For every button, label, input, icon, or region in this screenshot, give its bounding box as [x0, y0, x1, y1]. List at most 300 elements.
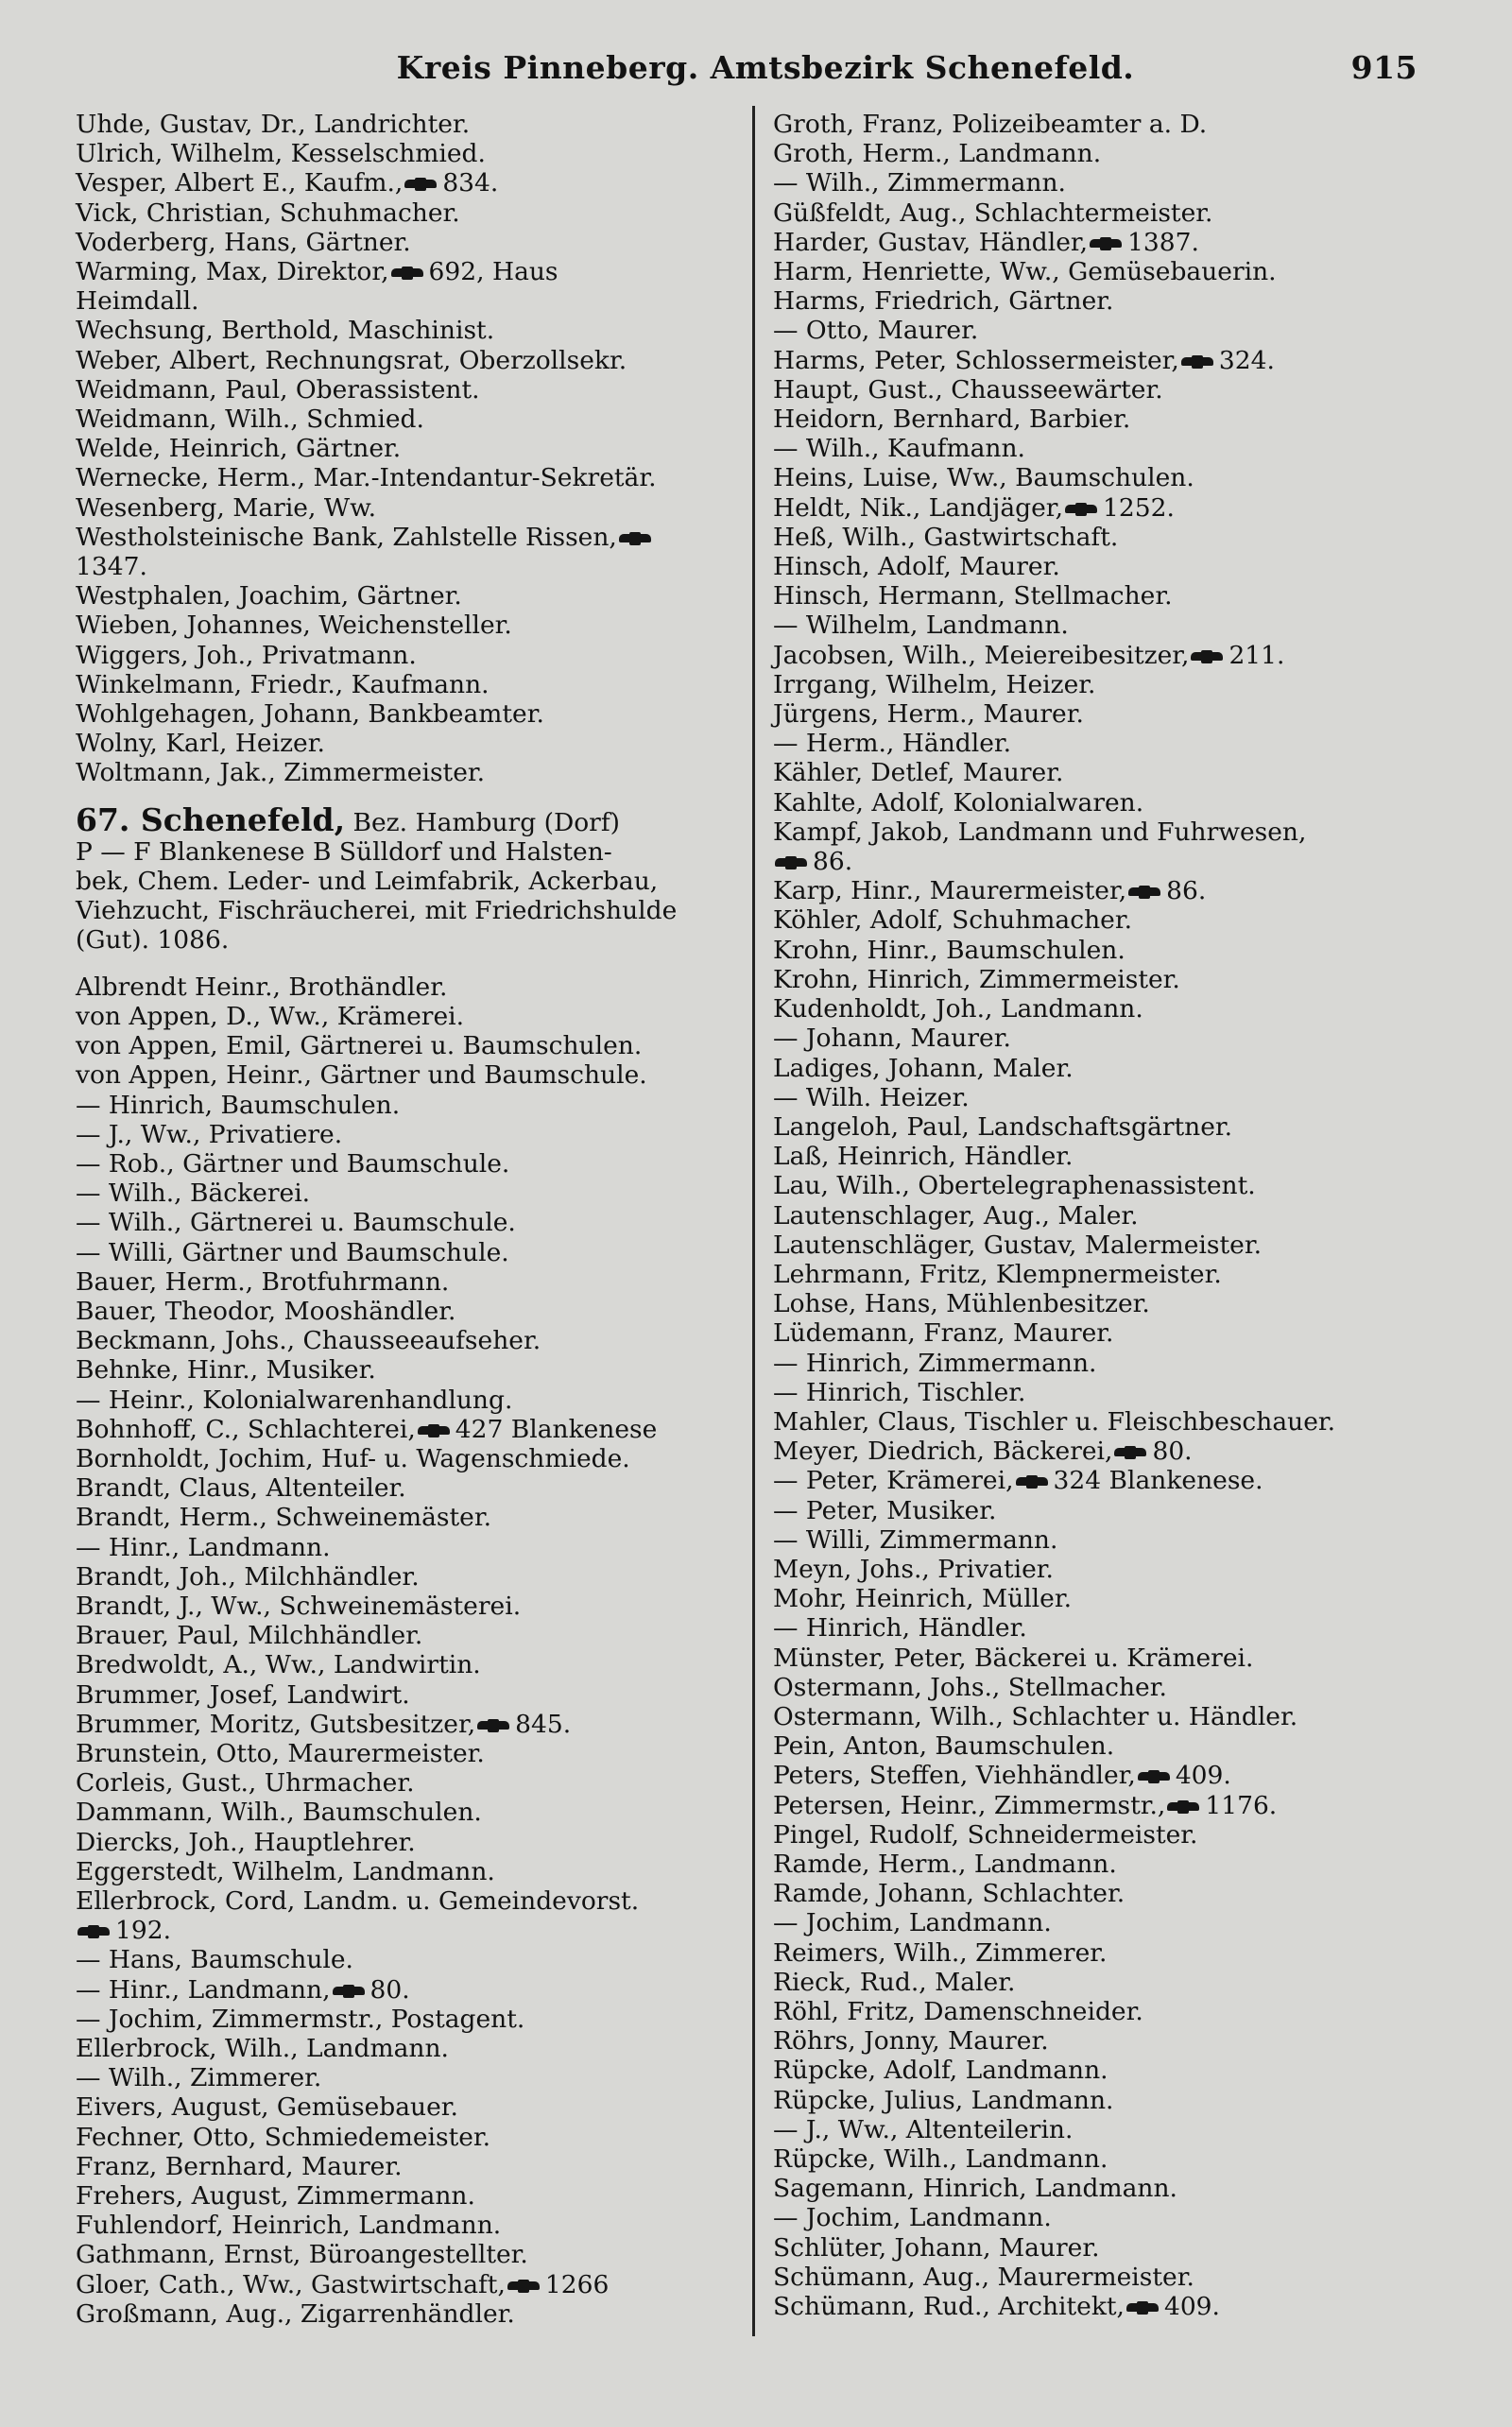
- telephone-icon: [1167, 1800, 1199, 1814]
- directory-entry: [76, 1798, 756, 1827]
- entry-text: von Appen, Emil, Gärtnerei u. Baumschulen.: [76, 1031, 643, 1061]
- entry-text: Warming, Max, Direktor,: [76, 257, 389, 287]
- entry-text: — Wilh., Zimmerer.: [76, 2063, 322, 2093]
- directory-entry: [773, 1349, 1453, 1378]
- directory-entry: [773, 1938, 1453, 1968]
- directory-entry: [76, 434, 756, 463]
- telephone-icon: [775, 856, 807, 869]
- directory-entry: [76, 581, 756, 611]
- directory-entry: [773, 1791, 1453, 1820]
- entry-text: Ramde, Johann, Schlachter.: [773, 1879, 1125, 1909]
- right-column: [773, 110, 1453, 2321]
- entry-text: — Wilh., Gärtnerei u. Baumschule.: [76, 1208, 516, 1238]
- entry-text: Heimdall.: [76, 286, 199, 317]
- phone-number: 80.: [1152, 1437, 1193, 1467]
- directory-entry: [76, 1238, 756, 1267]
- entry-text: Uhde, Gustav, Dr., Landrichter.: [76, 110, 471, 139]
- entry-text: Brandt, Claus, Altenteiler.: [76, 1473, 406, 1504]
- telephone-icon: [477, 1719, 509, 1732]
- entry-text: Brandt, Herm., Schweinemäster.: [76, 1503, 492, 1533]
- section-gap: [76, 955, 756, 973]
- entry-text: — Willi, Zimmermann.: [773, 1524, 1058, 1555]
- directory-entry: [76, 837, 756, 867]
- directory-entry: [773, 1644, 1453, 1673]
- directory-entry: [773, 1083, 1453, 1112]
- directory-entry: [773, 1289, 1453, 1318]
- directory-entry: [76, 110, 756, 139]
- entry-text: Röhrs, Jonny, Maurer.: [773, 2026, 1049, 2057]
- entry-text: (Gut). 1086.: [76, 925, 230, 955]
- phone-number: 324 Blankenese.: [1053, 1466, 1263, 1496]
- entry-text: Jürgens, Herm., Maurer.: [773, 699, 1084, 730]
- directory-entry: [76, 670, 756, 699]
- directory-entry: [76, 1031, 756, 1060]
- directory-entry: [773, 316, 1453, 345]
- entry-text: Güßfeldt, Aug., Schlachtermeister.: [773, 198, 1213, 228]
- entry-text: Karp, Hinr., Maurermeister,: [773, 876, 1127, 906]
- directory-entry: [773, 1407, 1453, 1437]
- phone-number: 192.: [115, 1916, 172, 1946]
- phone-number: 86.: [1166, 876, 1207, 906]
- telephone-icon: [1114, 1446, 1146, 1459]
- entry-text: Franz, Bernhard, Maurer.: [76, 2151, 403, 2181]
- directory-entry: [773, 2056, 1453, 2085]
- directory-entry: [76, 1415, 756, 1444]
- entry-text: Rüpcke, Wilh., Landmann.: [773, 2144, 1108, 2175]
- directory-entry: [773, 611, 1453, 640]
- directory-entry: [773, 2144, 1453, 2174]
- entry-text: Woltmann, Jak., Zimmermeister.: [76, 758, 486, 788]
- entry-text: — Wilh. Heizer.: [773, 1082, 970, 1112]
- entry-text: Beckmann, Johs., Chausseeaufseher.: [76, 1326, 541, 1356]
- directory-entry: [773, 434, 1453, 463]
- directory-entry: [76, 641, 756, 670]
- telephone-icon: [1181, 355, 1213, 369]
- entry-text: Bornholdt, Jochim, Huf- u. Wagenschmiede.: [76, 1443, 630, 1473]
- directory-entry: [76, 1179, 756, 1208]
- entry-text: Ostermann, Johs., Stellmacher.: [773, 1672, 1167, 1702]
- directory-entry: [76, 1149, 756, 1179]
- directory-entry: [76, 1592, 756, 1621]
- directory-entry: [76, 1267, 756, 1297]
- directory-entry: [773, 994, 1453, 1024]
- entry-text: — Heinr., Kolonialwarenhandlung.: [76, 1385, 513, 1415]
- directory-entry: [773, 1112, 1453, 1142]
- directory-entry: [773, 286, 1453, 316]
- directory-entry: [76, 1444, 756, 1473]
- telephone-icon: [1016, 1475, 1048, 1489]
- entry-text: Sagemann, Hinrich, Landmann.: [773, 2174, 1177, 2204]
- entry-text: 1347.: [76, 552, 147, 582]
- directory-entry: [773, 493, 1453, 523]
- directory-entry: [76, 1002, 756, 1031]
- entry-text: Lüdemann, Franz, Maurer.: [773, 1318, 1114, 1349]
- directory-entry: [773, 936, 1453, 965]
- entry-text: Haupt, Gust., Chausseewärter.: [773, 374, 1163, 404]
- entry-text: — Hinr., Landmann,: [76, 1974, 331, 2005]
- directory-entry: [76, 729, 756, 758]
- entry-text: Bez. Hamburg (Dorf): [345, 807, 620, 837]
- entry-text: Bauer, Herm., Brotfuhrmann.: [76, 1266, 450, 1297]
- entry-text: — Hinrich, Baumschulen.: [76, 1090, 401, 1120]
- directory-entry: [773, 1908, 1453, 1937]
- entry-text: Brummer, Josef, Landwirt.: [76, 1679, 410, 1710]
- entry-text: — Jochim, Zimmermstr., Postagent.: [76, 2004, 525, 2034]
- directory-entry: [773, 346, 1453, 375]
- entry-text: Heldt, Nik., Landjäger,: [773, 492, 1063, 523]
- entry-text: Ladiges, Johann, Maler.: [773, 1053, 1074, 1083]
- entry-text: Kampf, Jakob, Landmann und Fuhrwesen,: [773, 817, 1307, 847]
- entry-text: — Peter, Musiker.: [773, 1495, 997, 1525]
- directory-entry: [773, 2203, 1453, 2232]
- directory-entry: [76, 1886, 756, 1916]
- entry-text: Eggerstedt, Wilhelm, Landmann.: [76, 1856, 495, 1886]
- phone-number: 834.: [442, 168, 499, 198]
- entry-text: Ramde, Herm., Landmann.: [773, 1849, 1117, 1879]
- directory-entry: [76, 316, 756, 345]
- entry-text: Rüpcke, Julius, Landmann.: [773, 2085, 1114, 2115]
- directory-entry: [76, 1091, 756, 1120]
- directory-entry: [76, 2270, 756, 2299]
- directory-entry: [773, 1584, 1453, 1613]
- directory-entry: [76, 1473, 756, 1503]
- entry-text: Groth, Franz, Polizeibeamter a. D.: [773, 110, 1208, 139]
- directory-entry: [773, 552, 1453, 581]
- directory-entry: [773, 2292, 1453, 2321]
- entry-text: Harder, Gustav, Händler,: [773, 227, 1089, 257]
- entry-text: Rieck, Rud., Maler.: [773, 1967, 1016, 1997]
- page-number: 915: [1350, 49, 1418, 86]
- page-header: [76, 43, 1455, 93]
- directory-entry: [773, 1201, 1453, 1231]
- entry-text: Irrgang, Wilhelm, Heizer.: [773, 669, 1096, 699]
- directory-entry: [76, 2034, 756, 2063]
- directory-entry: [76, 1975, 756, 2005]
- entry-text: — Hinrich, Händler.: [773, 1613, 1027, 1644]
- entry-text: Ostermann, Wilh., Schlachter u. Händler.: [773, 1701, 1298, 1731]
- directory-entry: [76, 168, 756, 198]
- directory-entry: [76, 611, 756, 640]
- directory-entry: [773, 2263, 1453, 2292]
- directory-entry: [76, 1355, 756, 1385]
- directory-entry: [76, 867, 756, 896]
- entry-text: bek, Chem. Leder- und Leimfabrik, Ackerbau,: [76, 867, 659, 897]
- directory-entry: [76, 1650, 756, 1679]
- entry-text: von Appen, Heinr., Gärtner und Baumschule.: [76, 1060, 647, 1091]
- entry-text: Jacobsen, Wilh., Meiereibesitzer,: [773, 640, 1190, 670]
- entry-text: — Johann, Maurer.: [773, 1024, 1011, 1054]
- directory-entry: [773, 1968, 1453, 1997]
- entry-text: Großmann, Aug., Zigarrenhändler.: [76, 2298, 515, 2329]
- telephone-icon: [507, 2280, 540, 2293]
- entry-text: Krohn, Hinr., Baumschulen.: [773, 935, 1125, 965]
- directory-entry: [76, 552, 756, 581]
- entry-text: Ulrich, Wilhelm, Kesselschmied.: [76, 139, 486, 169]
- entry-text: — Peter, Krämerei,: [773, 1466, 1014, 1496]
- entry-text: Meyer, Diedrich, Bäckerei,: [773, 1437, 1113, 1467]
- entry-text: Reimers, Wilh., Zimmerer.: [773, 1937, 1108, 1968]
- directory-entry: [76, 375, 756, 404]
- entry-text: Albrendt Heinr., Brothändler.: [76, 972, 448, 1002]
- entry-text: Kähler, Detlef, Maurer.: [773, 758, 1064, 788]
- entry-text: Corleis, Gust., Uhrmacher.: [76, 1768, 415, 1799]
- directory-entry: [76, 1386, 756, 1415]
- directory-entry: [773, 788, 1453, 818]
- entry-text: — Otto, Maurer.: [773, 316, 979, 346]
- entry-text: Viehzucht, Fischräucherei, mit Friedrichshulde: [76, 896, 678, 926]
- directory-entry: [773, 1820, 1453, 1850]
- entry-text: Kahlte, Adolf, Kolonialwaren.: [773, 787, 1144, 818]
- entry-text: Lautenschlager, Aug., Maler.: [773, 1200, 1139, 1231]
- entry-text: Lohse, Hans, Mühlenbesitzer.: [773, 1289, 1150, 1319]
- entry-text: Winkelmann, Friedr., Kaufmann.: [76, 669, 490, 699]
- entry-text: Lehrmann, Fritz, Klempnermeister.: [773, 1259, 1222, 1289]
- directory-entry: [76, 1945, 756, 1974]
- directory-entry: [773, 581, 1453, 611]
- entry-text: Wieben, Johannes, Weichensteller.: [76, 611, 512, 641]
- entry-text: Köhler, Adolf, Schuhmacher.: [773, 905, 1133, 936]
- directory-entry: [773, 699, 1453, 729]
- entry-text: P — F Blankenese B Sülldorf und Halsten-: [76, 836, 612, 867]
- directory-entry: [773, 463, 1453, 492]
- entry-text: Heins, Luise, Ww., Baumschulen.: [773, 463, 1194, 493]
- directory-entry: [773, 198, 1453, 228]
- directory-entry: [773, 404, 1453, 434]
- directory-entry: [773, 2086, 1453, 2115]
- entry-text: Rüpcke, Adolf, Landmann.: [773, 2056, 1108, 2086]
- entry-text: Laß, Heinrich, Händler.: [773, 1142, 1074, 1172]
- entry-text: Diercks, Joh., Hauptlehrer.: [76, 1827, 416, 1857]
- directory-entry: [76, 1326, 756, 1355]
- directory-entry: [76, 1503, 756, 1532]
- entry-text: Bredwoldt, A., Ww., Landwirtin.: [76, 1650, 481, 1680]
- entry-text: Lau, Wilh., Obertelegraphenassistent.: [773, 1171, 1256, 1201]
- directory-entry: [76, 1297, 756, 1326]
- entry-text: Lautenschläger, Gustav, Malermeister.: [773, 1230, 1263, 1260]
- entry-text: Wernecke, Herm., Mar.-Intendantur-Sekretär.: [76, 463, 657, 493]
- directory-entry: [76, 2063, 756, 2092]
- entry-text: Brandt, J., Ww., Schweinemästerei.: [76, 1591, 522, 1621]
- entry-text: Fechner, Otto, Schmiedemeister.: [76, 2122, 491, 2152]
- directory-entry: [773, 2233, 1453, 2263]
- directory-entry: [76, 2240, 756, 2269]
- directory-entry: [773, 1555, 1453, 1584]
- entry-text: Harm, Henriette, Ww., Gemüsebauerin.: [773, 257, 1277, 287]
- directory-entry: [773, 2026, 1453, 2056]
- entry-text: Brauer, Paul, Milchhändler.: [76, 1621, 423, 1651]
- entry-text: Wesenberg, Marie, Ww.: [76, 492, 377, 523]
- entry-text: Hinsch, Hermann, Stellmacher.: [773, 581, 1173, 611]
- phone-number: 845.: [515, 1709, 572, 1739]
- directory-entry: [773, 228, 1453, 257]
- directory-entry: [773, 1850, 1453, 1879]
- telephone-icon: [1128, 886, 1160, 899]
- entry-text: Voderberg, Hans, Gärtner.: [76, 227, 411, 257]
- entry-text: Bauer, Theodor, Mooshändler.: [76, 1296, 456, 1326]
- entry-text: Weidmann, Paul, Oberassistent.: [76, 374, 480, 404]
- phone-number: 427 Blankenese: [455, 1414, 658, 1444]
- phone-number: 1266: [544, 2269, 610, 2299]
- entry-text: Groth, Herm., Landmann.: [773, 139, 1102, 169]
- directory-entry: [773, 2174, 1453, 2203]
- directory-entry: [773, 965, 1453, 994]
- directory-entry: [773, 1525, 1453, 1555]
- directory-entry: [773, 139, 1453, 168]
- entry-text: Wiggers, Joh., Privatmann.: [76, 640, 417, 670]
- directory-entry: [76, 1916, 756, 1945]
- phone-number: 1252.: [1103, 492, 1175, 523]
- directory-entry: [773, 1466, 1453, 1495]
- directory-entry: [76, 2211, 756, 2240]
- entry-text: — Rob., Gärtner und Baumschule.: [76, 1148, 510, 1179]
- entry-text: Westphalen, Joachim, Gärtner.: [76, 581, 462, 611]
- directory-entry: [773, 1673, 1453, 1702]
- entry-text: Vesper, Albert E., Kaufm.,: [76, 168, 404, 198]
- telephone-icon: [1138, 1770, 1170, 1783]
- directory-entry: [76, 1562, 756, 1592]
- directory-entry: [773, 1231, 1453, 1260]
- directory-entry: [76, 228, 756, 257]
- entry-text: Wechsung, Berthold, Maschinist.: [76, 316, 495, 346]
- directory-entry: [76, 139, 756, 168]
- entry-text: — Wilh., Zimmermann.: [773, 168, 1066, 198]
- directory-entry: [76, 758, 756, 787]
- entry-text: — Jochim, Landmann.: [773, 2203, 1052, 2233]
- directory-entry: [76, 523, 756, 552]
- directory-entry: [76, 2092, 756, 2122]
- directory-entry: [76, 493, 756, 523]
- entry-text: Peters, Steffen, Viehhändler,: [773, 1761, 1136, 1791]
- entry-text: Harms, Peter, Schlossermeister,: [773, 345, 1179, 375]
- entry-text: Gloer, Cath., Ww., Gastwirtschaft,: [76, 2269, 506, 2299]
- entry-text: Schümann, Rud., Architekt,: [773, 2292, 1125, 2322]
- directory-entry: [773, 1260, 1453, 1289]
- directory-entry: [773, 1437, 1453, 1466]
- entry-text: Bohnhoff, C., Schlachterei,: [76, 1414, 416, 1444]
- phone-number: 1387.: [1127, 227, 1199, 257]
- phone-number: 86.: [813, 847, 853, 877]
- directory-entry: [76, 404, 756, 434]
- telephone-icon: [1090, 237, 1122, 250]
- entry-text: Frehers, August, Zimmermann.: [76, 2181, 475, 2212]
- directory-entry: [773, 2115, 1453, 2144]
- entry-text: Heß, Wilh., Gastwirtschaft.: [773, 522, 1119, 552]
- directory-entry: [773, 1378, 1453, 1407]
- directory-entry: [773, 818, 1453, 847]
- entry-text: Münster, Peter, Bäckerei u. Krämerei.: [773, 1643, 1254, 1673]
- directory-entry: [773, 110, 1453, 139]
- entry-text: Meyn, Johs., Privatier.: [773, 1554, 1054, 1584]
- directory-entry: [76, 2152, 756, 2181]
- telephone-icon: [1191, 650, 1223, 663]
- entry-text: Westholsteinische Bank, Zahlstelle Rissen,: [76, 522, 617, 552]
- entry-text: Pein, Anton, Baumschulen.: [773, 1731, 1115, 1762]
- directory-entry: [76, 2181, 756, 2211]
- entry-text: Schümann, Aug., Maurermeister.: [773, 2262, 1194, 2292]
- entry-text: Weber, Albert, Rechnungsrat, Oberzollsekr.: [76, 345, 627, 375]
- entry-text: Fuhlendorf, Heinrich, Landmann.: [76, 2211, 502, 2241]
- entry-text: Harms, Friedrich, Gärtner.: [773, 286, 1114, 317]
- entry-text: Eivers, August, Gemüsebauer.: [76, 2092, 458, 2123]
- directory-entry: [76, 973, 756, 1002]
- entry-text: Wohlgehagen, Johann, Bankbeamter.: [76, 699, 544, 730]
- entry-text: von Appen, D., Ww., Krämerei.: [76, 1001, 465, 1031]
- entry-text: Heidorn, Bernhard, Barbier.: [773, 404, 1131, 435]
- directory-entry: [773, 729, 1453, 758]
- directory-entry: [76, 198, 756, 228]
- telephone-icon: [418, 1424, 450, 1437]
- directory-entry: [76, 2005, 756, 2034]
- directory-entry: [76, 1060, 756, 1090]
- entry-text: Hinsch, Adolf, Maurer.: [773, 552, 1060, 582]
- directory-entry: [773, 1702, 1453, 1731]
- directory-entry: [773, 1731, 1453, 1761]
- directory-entry: [76, 257, 756, 286]
- entry-text: Mahler, Claus, Tischler u. Fleischbeschauer.: [773, 1406, 1336, 1437]
- directory-entry: [76, 896, 756, 925]
- directory-entry: [773, 847, 1453, 876]
- phone-number: 692, Haus: [428, 257, 558, 287]
- directory-entry: [76, 2123, 756, 2152]
- directory-entry: [773, 876, 1453, 905]
- telephone-icon: [333, 1985, 365, 1998]
- phone-number: 80.: [369, 1974, 410, 2005]
- entry-text: Brandt, Joh., Milchhändler.: [76, 1561, 420, 1592]
- directory-entry: [773, 1318, 1453, 1348]
- directory-entry: [76, 1680, 756, 1710]
- page-title: Kreis Pinneberg. Amtsbezirk Schenefeld.: [396, 49, 1135, 86]
- telephone-icon: [1065, 503, 1097, 516]
- entry-text: Pingel, Rudolf, Schneidermeister.: [773, 1819, 1198, 1850]
- directory-entry: [773, 523, 1453, 552]
- directory-entry: [773, 1997, 1453, 2026]
- entry-text: Weidmann, Wilh., Schmied.: [76, 404, 424, 435]
- directory-entry: [773, 641, 1453, 670]
- entry-text: Vick, Christian, Schuhmacher.: [76, 198, 460, 228]
- entry-text: Brummer, Moritz, Gutsbesitzer,: [76, 1709, 476, 1739]
- entry-text: Wolny, Karl, Heizer.: [76, 729, 325, 759]
- entry-text: — Wilhelm, Landmann.: [773, 611, 1069, 641]
- entry-text: Schlüter, Johann, Maurer.: [773, 2232, 1100, 2263]
- directory-entry: [76, 1533, 756, 1562]
- entry-text: Gathmann, Ernst, Büroangestellter.: [76, 2240, 528, 2270]
- directory-entry: [773, 1024, 1453, 1053]
- telephone-icon: [404, 178, 437, 191]
- directory-entry: [76, 286, 756, 316]
- phone-number: 211.: [1228, 640, 1285, 670]
- telephone-icon: [619, 532, 651, 545]
- directory-entry: [773, 257, 1453, 286]
- directory-entry: [76, 1857, 756, 1886]
- entry-text: — Wilh., Kaufmann.: [773, 434, 1025, 464]
- directory-entry: [76, 1768, 756, 1798]
- left-column: [76, 110, 756, 2329]
- directory-entry: [76, 463, 756, 492]
- directory-entry: [773, 905, 1453, 935]
- directory-entry: [773, 1496, 1453, 1525]
- entry-text: — Willi, Gärtner und Baumschule.: [76, 1237, 509, 1267]
- directory-entry: [76, 800, 756, 838]
- telephone-icon: [1126, 2301, 1159, 2315]
- directory-entry: [773, 1054, 1453, 1083]
- directory-entry: [773, 1761, 1453, 1790]
- entry-text: — Hans, Baumschule.: [76, 1945, 353, 1975]
- directory-entry: [773, 1142, 1453, 1171]
- entry-text: Welde, Heinrich, Gärtner.: [76, 434, 402, 464]
- entry-text: Petersen, Heinr., Zimmermstr.,: [773, 1790, 1166, 1820]
- place-heading: 67. Schenefeld,: [76, 800, 346, 838]
- telephone-icon: [391, 267, 423, 280]
